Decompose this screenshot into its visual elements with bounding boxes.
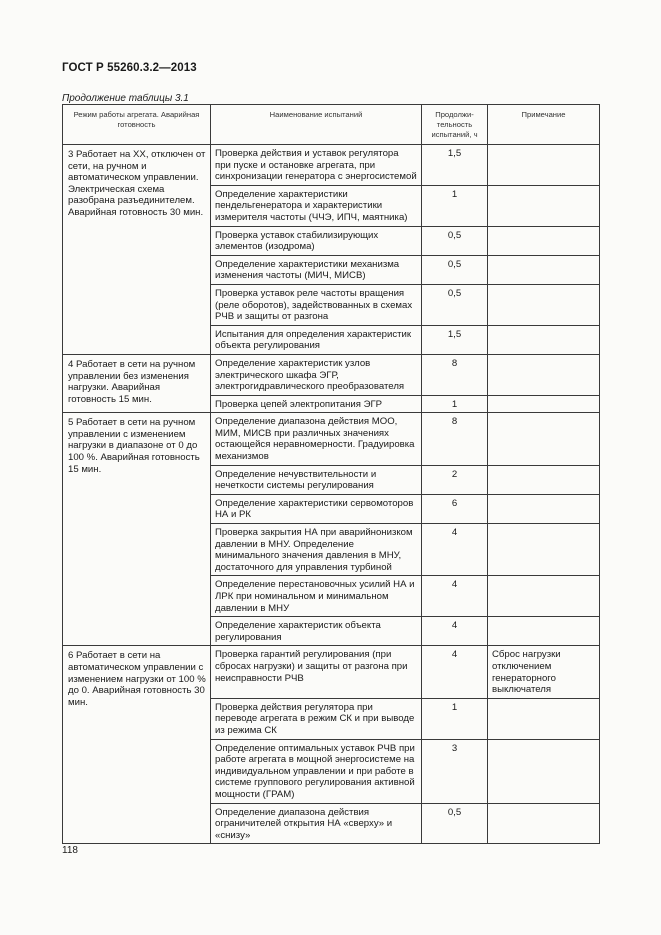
test-name-cell: Определение характеристики механизма изменения частоты (МИЧ, МИСВ) (211, 255, 422, 284)
test-name-cell: Проверка цепей электропитания ЭГР (211, 395, 422, 413)
note-cell (488, 465, 600, 494)
duration-cell: 0,5 (422, 284, 488, 325)
note-cell (488, 576, 600, 617)
test-name-cell: Определение перестановочных усилий НА и ЛРК при номинальном и минимальном давлении в МНУ (211, 576, 422, 617)
duration-cell: 8 (422, 354, 488, 395)
duration-cell: 4 (422, 617, 488, 646)
page-number: 118 (62, 845, 78, 856)
duration-cell: 3 (422, 739, 488, 803)
duration-cell: 1 (422, 395, 488, 413)
table-caption: Продолжение таблицы 3.1 (62, 93, 189, 104)
table-header-row (63, 105, 600, 145)
tests-table (62, 104, 600, 844)
note-cell (488, 226, 600, 255)
note-cell (488, 325, 600, 354)
table-body (63, 145, 600, 844)
note-cell (488, 413, 600, 465)
test-name-cell: Проверка закрытия НА при аварийнонизком давлении в МНУ. Определение минимального значения давления в МНУ, достаточного для управления турбиной (211, 524, 422, 576)
note-cell (488, 145, 600, 186)
note-cell: Сброс нагрузки отключением генераторного выключателя (488, 646, 600, 698)
document-header: ГОСТ Р 55260.3.2—2013 (62, 62, 197, 74)
test-name-cell: Определение характеристик объекта регулирования (211, 617, 422, 646)
operating-mode-cell: 3 Работает на ХХ, отключен от сети, на ручном и автоматическом управлении. Электрическая схема разобрана разъединителем. Аварийная готовность 30 мин. (63, 145, 211, 355)
duration-cell: 1,5 (422, 145, 488, 186)
note-cell (488, 803, 600, 844)
note-cell (488, 185, 600, 226)
duration-cell: 1 (422, 185, 488, 226)
table-row (63, 145, 600, 186)
note-cell (488, 617, 600, 646)
note-cell (488, 494, 600, 523)
duration-cell: 4 (422, 576, 488, 617)
test-name-cell: Испытания для определения характеристик объекта регулирования (211, 325, 422, 354)
test-name-cell: Проверка уставок стабилизирующих элементов (изодрома) (211, 226, 422, 255)
test-name-cell: Определение нечувствительности и нечеткости системы регулирования (211, 465, 422, 494)
test-name-cell: Проверка уставок реле частоты вращения (реле оборотов), задействованных в схемах РЧВ и защиты от разгона (211, 284, 422, 325)
note-cell (488, 698, 600, 739)
note-cell (488, 354, 600, 395)
operating-mode-cell: 5 Работает в сети на ручном управлении с изменением нагрузки в диапазоне от 0 до 100 %. Аварийная готовность 15 мин. (63, 413, 211, 646)
table-row (63, 413, 600, 465)
note-cell (488, 739, 600, 803)
column-header-note: Примечание (488, 105, 600, 145)
table-row (63, 354, 600, 395)
test-name-cell: Определение характеристики сервомоторов НА и РК (211, 494, 422, 523)
duration-cell: 0,5 (422, 255, 488, 284)
duration-cell: 2 (422, 465, 488, 494)
duration-cell: 1 (422, 698, 488, 739)
column-header-test-name: Наименование испытаний (211, 105, 422, 145)
operating-mode-cell: 4 Работает в сети на ручном управлении без изменения нагрузки. Аварийная готовность 15 мин. (63, 354, 211, 412)
table-row (63, 646, 600, 698)
duration-cell: 1,5 (422, 325, 488, 354)
test-name-cell: Определение диапазона действия МОО, МИМ, МИСВ при различных значениях остающейся неравномерности. Градуировка механизмов (211, 413, 422, 465)
duration-cell: 6 (422, 494, 488, 523)
test-name-cell: Проверка действия и уставок регулятора при пуске и остановке агрегата, при синхронизации генератора с энергосистемой (211, 145, 422, 186)
test-name-cell: Определение характеристики пендельгенератора и характеристики измерителя частоты (ЧЧЭ, ИПЧ, маятника) (211, 185, 422, 226)
operating-mode-cell: 6 Работает в сети на автоматическом управлении с изменением нагрузки от 100 % до 0. Аварийная готовность 30 мин. (63, 646, 211, 844)
column-header-mode: Режим работы агрегата. Аварийная готовность (63, 105, 211, 145)
duration-cell: 4 (422, 524, 488, 576)
note-cell (488, 524, 600, 576)
duration-cell: 0,5 (422, 226, 488, 255)
duration-cell: 4 (422, 646, 488, 698)
note-cell (488, 255, 600, 284)
note-cell (488, 284, 600, 325)
test-name-cell: Проверка гарантий регулирования (при сбросах нагрузки) и защиты от разгона при неисправности РЧВ (211, 646, 422, 698)
column-header-duration: Продолжи-тельность испытаний, ч (422, 105, 488, 145)
test-name-cell: Определение оптимальных уставок РЧВ при работе агрегата в мощной энергосистеме на индивидуальном управлении и при работе в системе группового регулирования активной мощности (ГРАМ) (211, 739, 422, 803)
duration-cell: 8 (422, 413, 488, 465)
test-name-cell: Проверка действия регулятора при переводе агрегата в режим СК и при выводе из режима СК (211, 698, 422, 739)
test-name-cell: Определение диапазона действия ограничителей открытия НА «сверху» и «снизу» (211, 803, 422, 844)
duration-cell: 0,5 (422, 803, 488, 844)
test-name-cell: Определение характеристик узлов электрического шкафа ЭГР, электрогидравлического преобразователя (211, 354, 422, 395)
note-cell (488, 395, 600, 413)
